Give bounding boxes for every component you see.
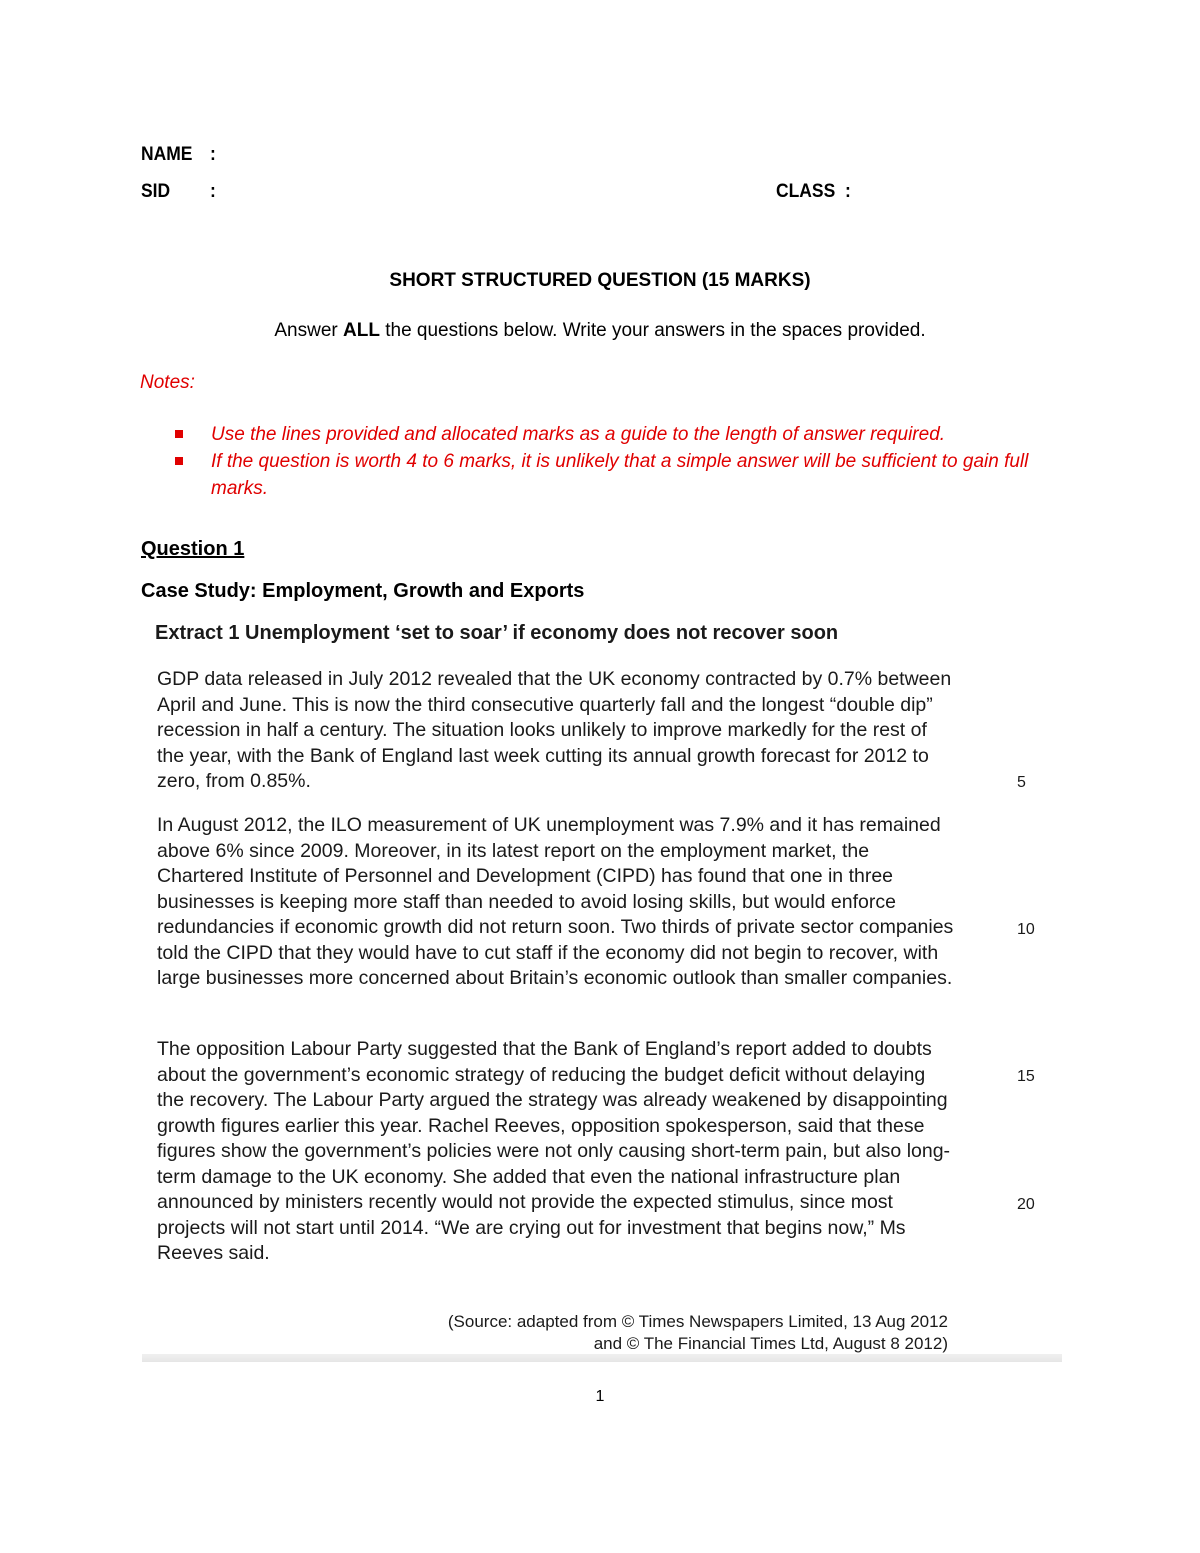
note-text: Use the lines provided and allocated marks as a guide to the length of answer required. bbox=[211, 424, 946, 445]
extract-paragraph-3: The opposition Labour Party suggested that the Bank of England’s report added to doubts about the government’s economic strategy of reducing the budget deficit without delaying the recovery. The Labour Party argued the strategy was already weakened by disappointing growth figures earlier this year. Rachel Reeves, opposition spokesperson, said that these figures show the government’s policies were not only causing short-term pain, but also long-term damage to the UK economy. She added that even the national infrastructure plan announced by ministers recently would not provide the expected stimulus, since most projects will not start until 2014. “We are crying out for investment that begins now,” Ms Reeves said. bbox=[157, 1038, 951, 1264]
sid-label: SID bbox=[141, 181, 171, 202]
class-label: CLASS bbox=[776, 181, 836, 202]
question-heading: Question 1 bbox=[141, 538, 245, 560]
sid-colon: : bbox=[210, 181, 216, 202]
source-line-2: and © The Financial Times Ltd, August 8 2012) bbox=[593, 1334, 948, 1353]
square-bullet-icon bbox=[175, 457, 183, 465]
line-number: 15 bbox=[1017, 1068, 1035, 1085]
case-study-heading: Case Study: Employment, Growth and Exports bbox=[141, 580, 585, 602]
note-text: If the question is worth 4 to 6 marks, it is unlikely that a simple answer will be sufficient to gain full marks. bbox=[211, 451, 1029, 499]
line-number: 10 bbox=[1017, 921, 1035, 938]
notes-label: Notes: bbox=[140, 372, 195, 393]
class-colon: : bbox=[845, 181, 851, 202]
extract-paragraph-2: In August 2012, the ILO measurement of UK unemployment was 7.9% and it has remained above 6% since 2009. Moreover, in its latest report on the employment market, the Chartered Institute of Personnel and Development (CIPD) has found that one in three businesses is keeping more staff than needed to avoid losing skills, but would enforce redundancies if economic growth did not return soon. Two thirds of private sector companies told the CIPD that they would have to cut staff if the economy did not begin to recover, with large businesses more concerned about Britain’s economic outlook than smaller companies. bbox=[157, 814, 954, 989]
instructions-after: the questions below. Write your answers in the spaces provided. bbox=[379, 320, 926, 341]
source-line-1: (Source: adapted from © Times Newspapers Limited, 13 Aug 2012 bbox=[447, 1312, 948, 1331]
instructions-bold: ALL bbox=[343, 320, 380, 341]
square-bullet-icon bbox=[175, 430, 183, 438]
line-number: 5 bbox=[1017, 774, 1026, 791]
name-label: NAME bbox=[141, 144, 193, 165]
page-title: SHORT STRUCTURED QUESTION (15 MARKS) bbox=[389, 270, 811, 291]
note-item bbox=[175, 448, 1075, 502]
extract-paragraph-1: GDP data released in July 2012 revealed that the UK economy contracted by 0.7% between April and June. This is now the third consecutive quarterly fall and the longest “double dip” recession in half a century. The situation looks unlikely to improve markedly for the rest of the year, with the Bank of England last week cutting its annual growth forecast for 2012 to zero, from 0.85%. bbox=[157, 668, 952, 792]
extract-title: Extract 1 Unemployment ‘set to soar’ if economy does not recover soon bbox=[155, 622, 839, 644]
note-item bbox=[175, 421, 1075, 448]
instructions bbox=[0, 320, 1200, 342]
instructions-before: Answer bbox=[274, 320, 344, 341]
page-number: 1 bbox=[595, 1388, 605, 1405]
line-number: 20 bbox=[1017, 1196, 1035, 1213]
name-colon: : bbox=[210, 144, 216, 165]
